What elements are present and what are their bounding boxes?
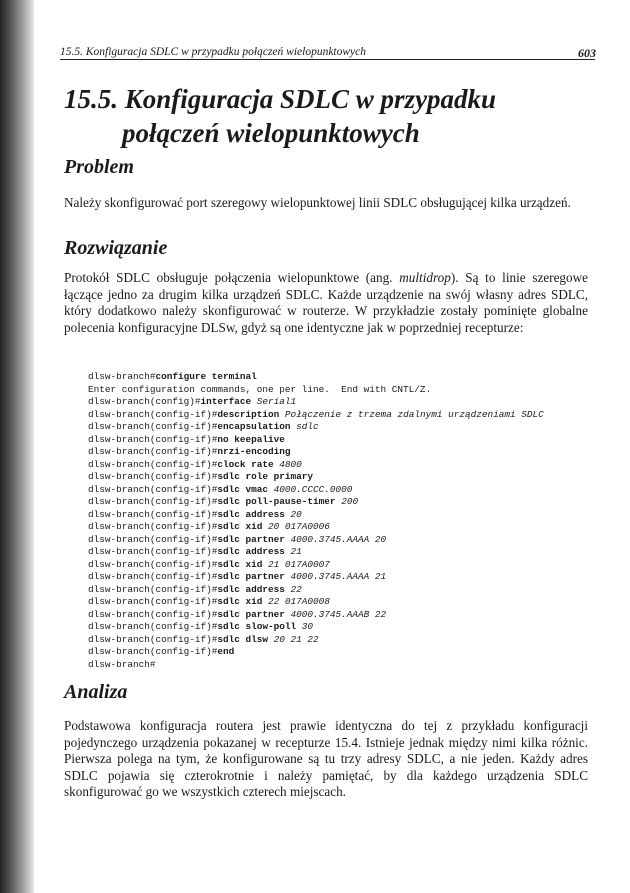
code-line bbox=[88, 496, 608, 509]
problem-text: Należy skonfigurować port szeregowy wielopunktowej linii SDLC obsługującej kilka urządzeń. bbox=[64, 195, 571, 210]
code-command: interface bbox=[200, 396, 257, 407]
code-argument: 20 bbox=[290, 508, 302, 520]
code-argument: 4000.3745.AAAA 21 bbox=[290, 571, 387, 582]
code-command: encapsulation bbox=[217, 421, 297, 432]
running-head: 15.5. Konfiguracja SDLC w przypadku połączeń wielopunktowych bbox=[60, 46, 595, 60]
code-argument: Połączenie z trzema zdalnymi urządzeniami SDLC bbox=[284, 408, 544, 420]
code-command: sdlc xid bbox=[217, 521, 269, 532]
solution-text-b: ). Są to linie szeregowe łączące jedno za drugim kilka urządzeń SDLC. Każde urządzenie na swój własny adres SDLC, który dodatkowo należy skonfigurować w routerze. W przykładzie zostały pominięte globalne polecenia konfiguracyjne DLSw, gdyż są one identyczne jak w poprzedniej recepturze: bbox=[64, 270, 588, 335]
code-line bbox=[88, 484, 608, 497]
code-prompt: dlsw-branch# bbox=[88, 371, 156, 382]
code-command: sdlc address bbox=[217, 583, 291, 595]
code-command: sdlc partner bbox=[217, 533, 291, 545]
solution-text bbox=[64, 270, 588, 336]
code-line bbox=[88, 459, 608, 472]
code-line bbox=[88, 509, 608, 522]
code-prompt: dlsw-branch(config-if)# bbox=[88, 433, 218, 445]
code-command: clock rate bbox=[217, 458, 280, 470]
code-line bbox=[88, 571, 608, 584]
code-prompt: dlsw-branch(config-if)# bbox=[88, 421, 218, 432]
code-prompt: dlsw-branch(config-if)# bbox=[88, 483, 218, 495]
code-line bbox=[88, 546, 608, 559]
code-argument: 21 017A0007 bbox=[268, 558, 330, 570]
code-command: configure terminal bbox=[155, 371, 257, 382]
code-prompt: dlsw-branch(config-if)# bbox=[88, 596, 218, 607]
code-command: sdlc partner bbox=[217, 571, 291, 582]
code-command: nrzi-encoding bbox=[217, 446, 291, 457]
code-listing bbox=[88, 371, 608, 671]
code-command: sdlc address bbox=[217, 508, 291, 520]
code-prompt: dlsw-branch(config-if)# bbox=[88, 508, 218, 520]
code-argument: 200 bbox=[341, 496, 359, 507]
book-binding-shadow bbox=[0, 0, 34, 893]
code-prompt: dlsw-branch(config-if)# bbox=[88, 521, 218, 532]
problem-heading: Problem bbox=[64, 156, 134, 178]
chapter-title bbox=[64, 82, 584, 150]
code-line bbox=[88, 609, 608, 622]
code-argument: 4800 bbox=[279, 458, 302, 470]
code-prompt: dlsw-branch# bbox=[88, 658, 156, 670]
code-prompt: dlsw-branch(config-if)# bbox=[88, 646, 218, 657]
code-command: sdlc slow-poll bbox=[217, 621, 302, 632]
code-argument: 30 bbox=[301, 621, 314, 632]
code-command: no keepalive bbox=[217, 433, 285, 445]
analysis-heading: Analiza bbox=[64, 681, 128, 703]
code-command: sdlc xid bbox=[217, 558, 269, 570]
code-command: sdlc address bbox=[217, 546, 291, 557]
code-line bbox=[88, 421, 608, 434]
code-command: end bbox=[217, 646, 235, 657]
solution-heading: Rozwiązanie bbox=[64, 237, 168, 259]
code-command: sdlc role primary bbox=[217, 471, 314, 482]
code-line bbox=[88, 371, 608, 384]
code-argument: 22 017A0008 bbox=[268, 596, 330, 607]
code-line bbox=[88, 471, 608, 484]
chapter-title-line1: 15.5. Konfiguracja SDLC w przypadku bbox=[64, 84, 497, 114]
code-argument: 20 017A0006 bbox=[268, 521, 330, 532]
code-line bbox=[88, 596, 608, 609]
page-number: 603 bbox=[578, 46, 596, 60]
code-line bbox=[88, 659, 608, 672]
solution-text-em: multidrop bbox=[399, 270, 451, 285]
code-prompt: dlsw-branch(config)# bbox=[88, 396, 201, 407]
code-prompt: dlsw-branch(config-if)# bbox=[88, 633, 218, 645]
code-prompt: Enter configuration commands, one per line. End with CNTL/Z. bbox=[88, 383, 432, 395]
code-line bbox=[88, 634, 608, 647]
code-line bbox=[88, 584, 608, 597]
code-prompt: dlsw-branch(config-if)# bbox=[88, 496, 218, 507]
solution-text-a: Protokół SDLC obsługuje połączenia wielopunktowe (ang. bbox=[64, 270, 400, 285]
code-prompt: dlsw-branch(config-if)# bbox=[88, 621, 218, 632]
code-prompt: dlsw-branch(config-if)# bbox=[88, 446, 218, 457]
code-argument: 21 bbox=[290, 546, 302, 557]
code-line bbox=[88, 621, 608, 634]
code-line bbox=[88, 434, 608, 447]
code-prompt: dlsw-branch(config-if)# bbox=[88, 571, 218, 582]
code-argument: 4000.3745.AAAB 22 bbox=[290, 608, 387, 620]
code-prompt: dlsw-branch(config-if)# bbox=[88, 533, 218, 545]
code-argument: Serial1 bbox=[256, 396, 297, 407]
code-line bbox=[88, 646, 608, 659]
code-argument: 22 bbox=[290, 583, 302, 595]
code-line bbox=[88, 521, 608, 534]
code-line bbox=[88, 409, 608, 422]
code-line bbox=[88, 559, 608, 572]
code-line bbox=[88, 384, 608, 397]
analysis-text: Podstawowa konfiguracja routera jest prawie identyczna do tej z przykładu konfiguracji pojedynczego urządzenia pokazanej w recepturze 15.4. Istnieje jednak między nimi kilka różnic. Pierwsza polega na tym, że konfigurowane są tu trzy adresy SDLC, a nie jeden. Każdy adres SDLC pojawia się czterokrotnie i należy pamiętać, by dla każdego urządzenia SDLC skonfigurować go we wszystkich czterech miejscach. bbox=[64, 718, 588, 799]
code-prompt: dlsw-branch(config-if)# bbox=[88, 558, 218, 570]
code-line bbox=[88, 446, 608, 459]
code-argument: 4000.3745.AAAA 20 bbox=[290, 533, 387, 545]
code-line bbox=[88, 534, 608, 547]
code-line bbox=[88, 396, 608, 409]
code-argument: sdlc bbox=[296, 421, 319, 432]
code-prompt: dlsw-branch(config-if)# bbox=[88, 608, 218, 620]
code-command: description bbox=[217, 408, 285, 420]
code-command: sdlc xid bbox=[217, 596, 269, 607]
code-prompt: dlsw-branch(config-if)# bbox=[88, 583, 218, 595]
code-prompt: dlsw-branch(config-if)# bbox=[88, 458, 218, 470]
code-command: sdlc vmac bbox=[217, 483, 274, 495]
code-argument: 4000.CCCC.0000 bbox=[273, 483, 353, 495]
code-prompt: dlsw-branch(config-if)# bbox=[88, 408, 218, 420]
code-command: sdlc dlsw bbox=[217, 633, 274, 645]
code-argument: 20 21 22 bbox=[273, 633, 319, 645]
code-command: sdlc poll-pause-timer bbox=[217, 496, 342, 507]
chapter-title-line2: połączeń wielopunktowych bbox=[122, 118, 420, 148]
code-prompt: dlsw-branch(config-if)# bbox=[88, 546, 218, 557]
code-prompt: dlsw-branch(config-if)# bbox=[88, 471, 218, 482]
code-command: sdlc partner bbox=[217, 608, 291, 620]
